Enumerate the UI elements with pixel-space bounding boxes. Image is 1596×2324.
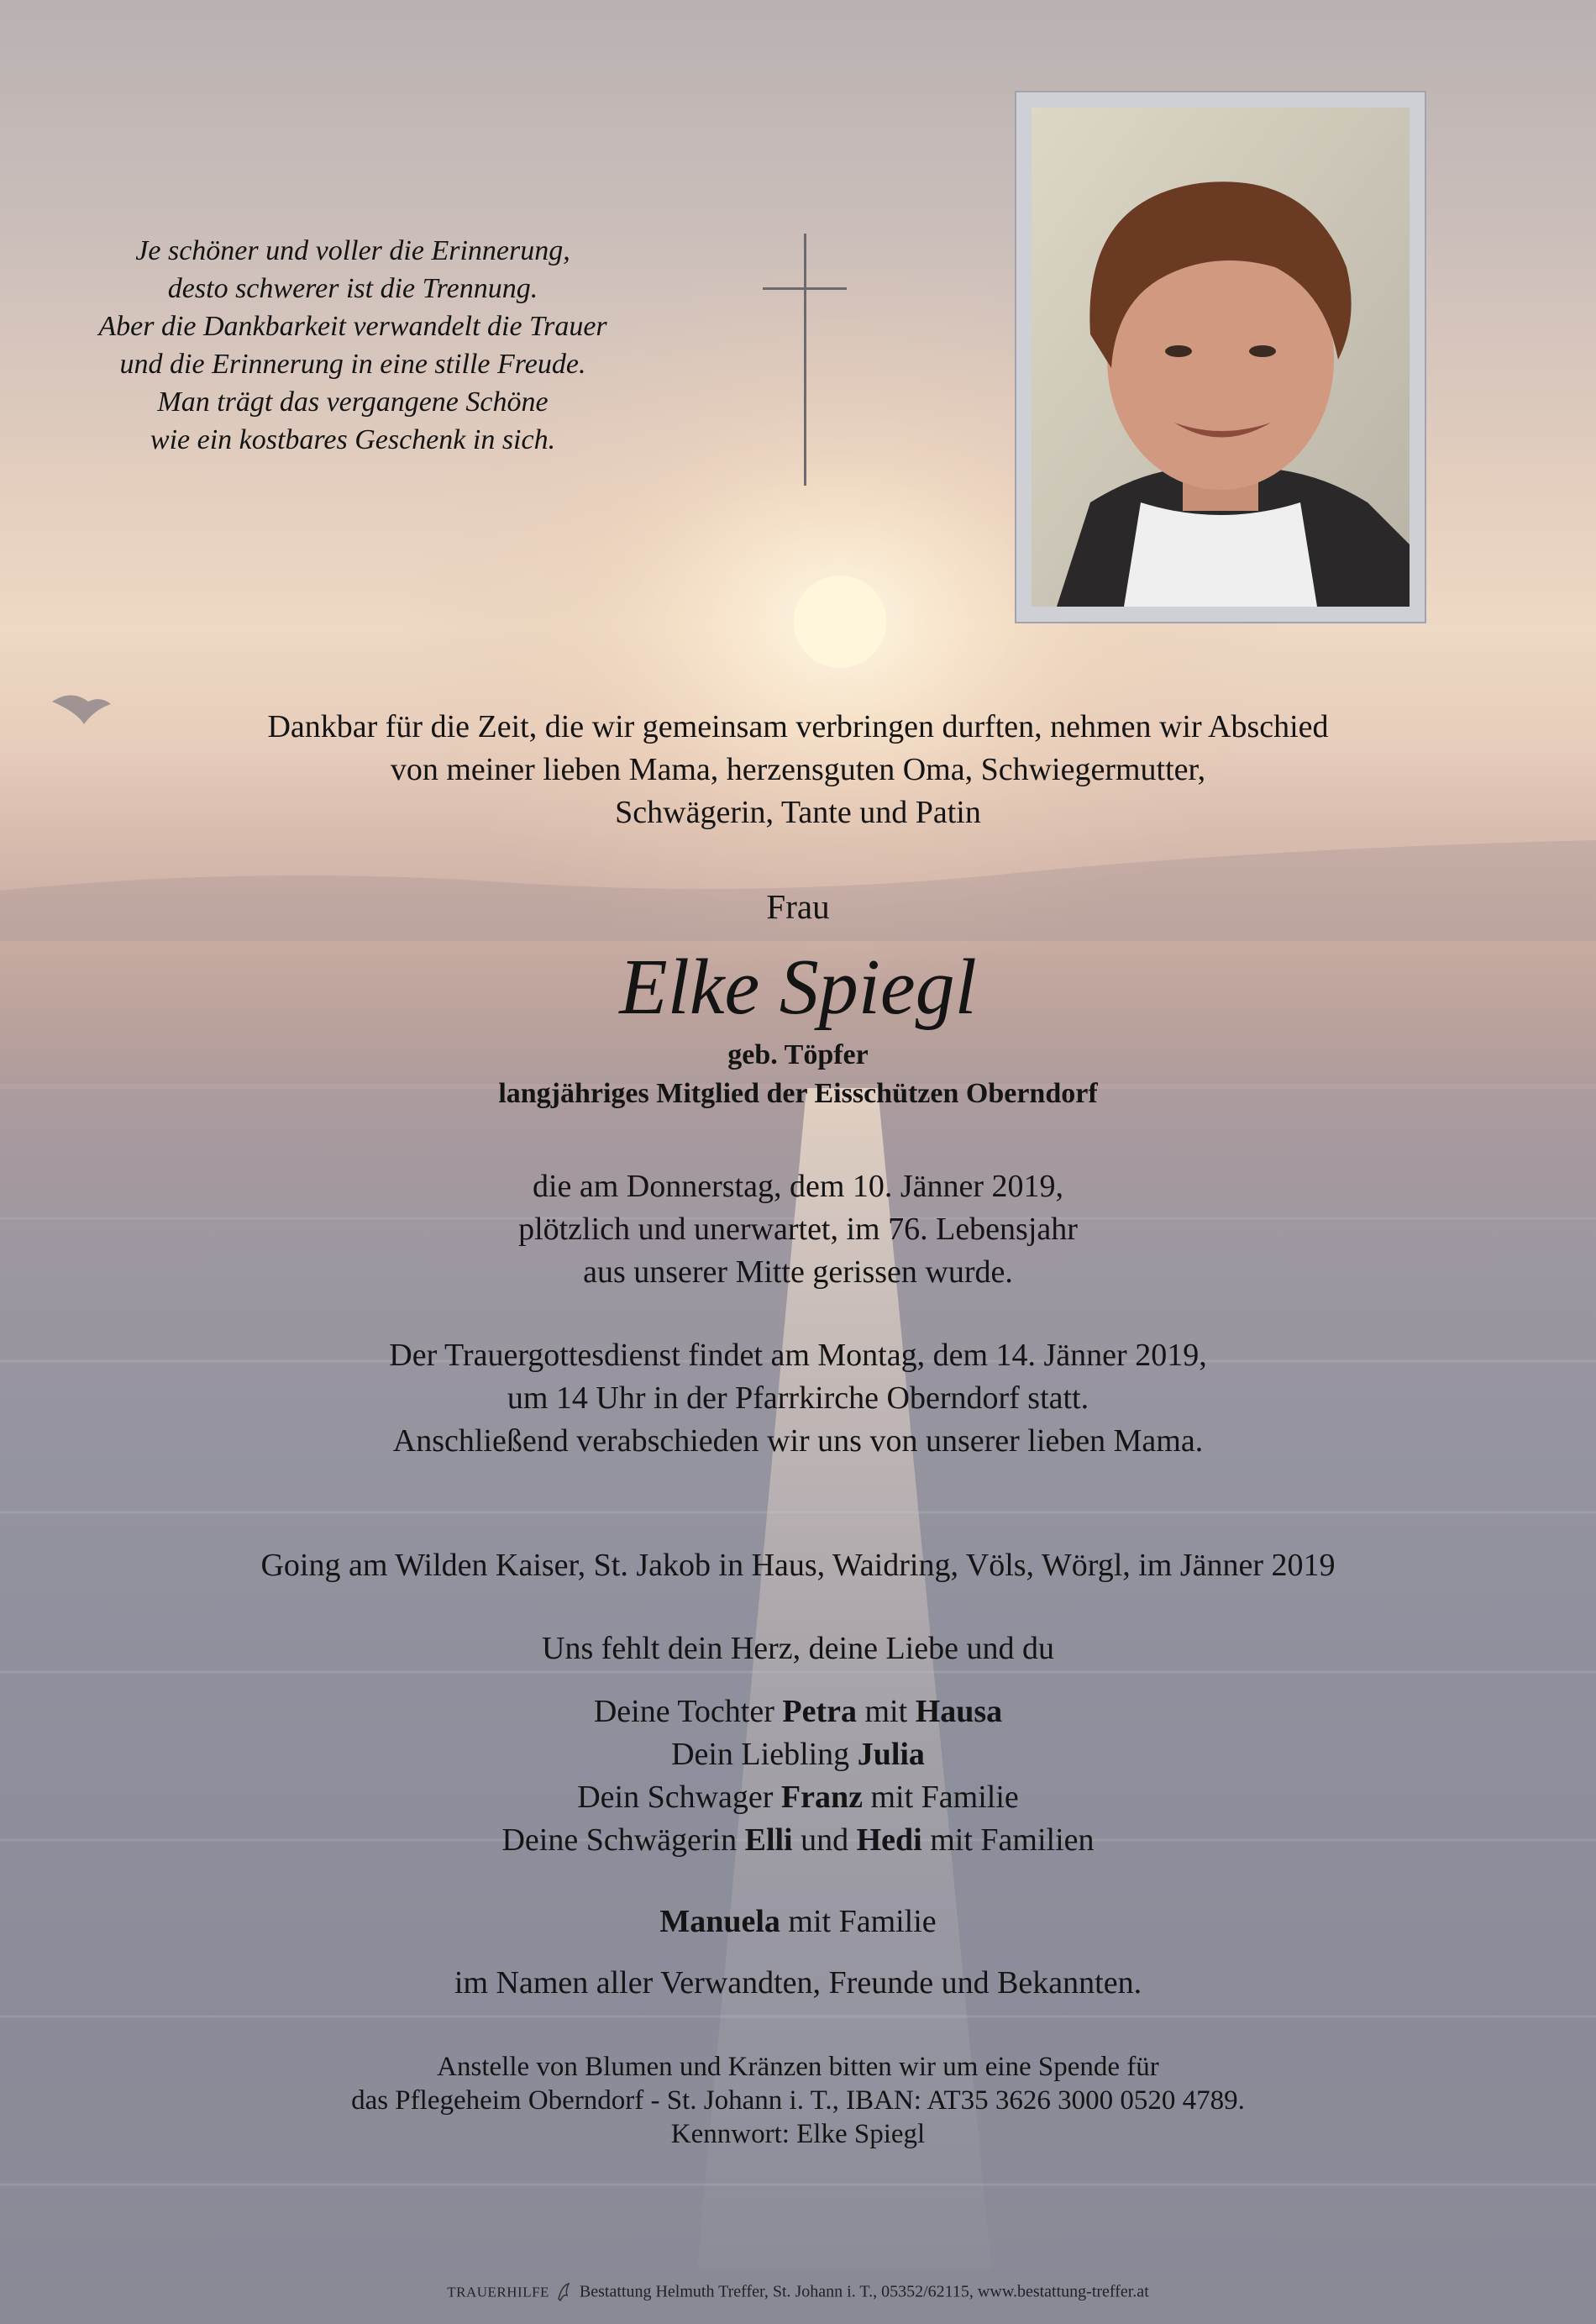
family-text: Dein Liebling (671, 1737, 858, 1772)
portrait-illustration (1032, 108, 1410, 607)
farewell-line: Uns fehlt dein Herz, deine Liebe und du (542, 1631, 1054, 1666)
death-line: aus unserer Mitte gerissen wurde. (583, 1254, 1013, 1290)
portrait-frame (1015, 91, 1426, 623)
on-behalf-line: im Namen aller Verwandten, Freunde und Bekannten. (454, 1965, 1142, 2001)
place-date: Going am Wilden Kaiser, St. Jakob in Haus, Waidring, Völs, Wörgl, im Jänner 2019 (260, 1548, 1336, 1583)
family-line-manuela (0, 1903, 1596, 1940)
family-text: Deine Schwägerin (501, 1822, 745, 1858)
poem (50, 232, 655, 459)
family-text: mit Familie (780, 1904, 937, 1939)
salutation: Frau (766, 887, 830, 926)
poem-line: desto schwerer ist die Trennung. (167, 273, 538, 304)
death-line: die am Donnerstag, dem 10. Jänner 2019, (532, 1169, 1064, 1204)
family-line-grandchild (0, 1733, 1596, 1776)
family-name: Elli (744, 1822, 793, 1858)
family-name: Hausa (915, 1694, 1003, 1729)
footer-brand: TRAUERHILFE (447, 2284, 549, 2300)
donation-line: Anstelle von Blumen und Kränzen bitten wir um eine Spende für (437, 2052, 1159, 2082)
family-text: mit (857, 1694, 916, 1729)
donation-line: das Pflegeheim Oberndorf - St. Johann i. T., IBAN: AT35 3626 3000 0520 4789. (351, 2085, 1245, 2116)
poem-line: wie ein kostbares Geschenk in sich. (150, 424, 556, 455)
service-notice (0, 1334, 1596, 1463)
family-line-brother-in-law (0, 1776, 1596, 1819)
family-text: mit Familien (921, 1822, 1095, 1858)
donation-notice (0, 2050, 1596, 2151)
dove-logo-icon (557, 2282, 572, 2304)
donation-line: Kennwort: Elke Spiegl (670, 2119, 926, 2149)
intro-text (0, 706, 1596, 834)
family-text: Deine Tochter (593, 1694, 783, 1729)
family-name: Manuela (659, 1904, 780, 1939)
family-name: Julia (857, 1737, 925, 1772)
poem-line: Man trägt das vergangene Schöne (157, 386, 549, 418)
membership: langjähriges Mitglied der Eisschützen Oberndorf (498, 1078, 1098, 1109)
portrait-photo (1032, 108, 1410, 607)
family-line-daughter (0, 1690, 1596, 1733)
footer-text: Bestattung Helmuth Treffer, St. Johann i. T., 05352/62115, www.bestattung-treffer.at (579, 2282, 1149, 2301)
family-name: Hedi (856, 1822, 922, 1858)
family-text: mit Familie (863, 1780, 1019, 1815)
death-notice (0, 1165, 1596, 1294)
poem-line: und die Erinnerung in eine stille Freude. (119, 349, 586, 380)
poem-line: Aber die Dankbarkeit verwandelt die Trauer (98, 311, 607, 342)
footer (0, 2282, 1596, 2304)
family-name: Petra (782, 1694, 857, 1729)
intro-line: von meiner lieben Mama, herzensguten Oma, Schwiegermutter, (390, 752, 1206, 787)
family-text: Dein Schwager (577, 1780, 781, 1815)
deceased-name: Elke Spiegl (619, 944, 977, 1031)
service-line: um 14 Uhr in der Pfarrkirche Oberndorf statt. (507, 1380, 1089, 1416)
maiden-name: geb. Töpfer (727, 1039, 869, 1070)
intro-line: Schwägerin, Tante und Patin (615, 795, 981, 830)
service-line: Anschließend verabschieden wir uns von unserer lieben Mama. (392, 1423, 1204, 1459)
service-line: Der Trauergottesdienst findet am Montag, dem 14. Jänner 2019, (389, 1338, 1207, 1373)
family-line-sister-in-law (0, 1819, 1596, 1862)
intro-line: Dankbar für die Zeit, die wir gemeinsam verbringen durften, nehmen wir Abschied (267, 709, 1329, 744)
poem-line: Je schöner und voller die Erinnerung, (135, 235, 570, 266)
family-list (0, 1690, 1596, 1862)
family-text: und (792, 1822, 857, 1858)
family-name: Franz (780, 1780, 863, 1815)
death-line: plötzlich und unerwartet, im 76. Lebensjahr (518, 1212, 1078, 1247)
